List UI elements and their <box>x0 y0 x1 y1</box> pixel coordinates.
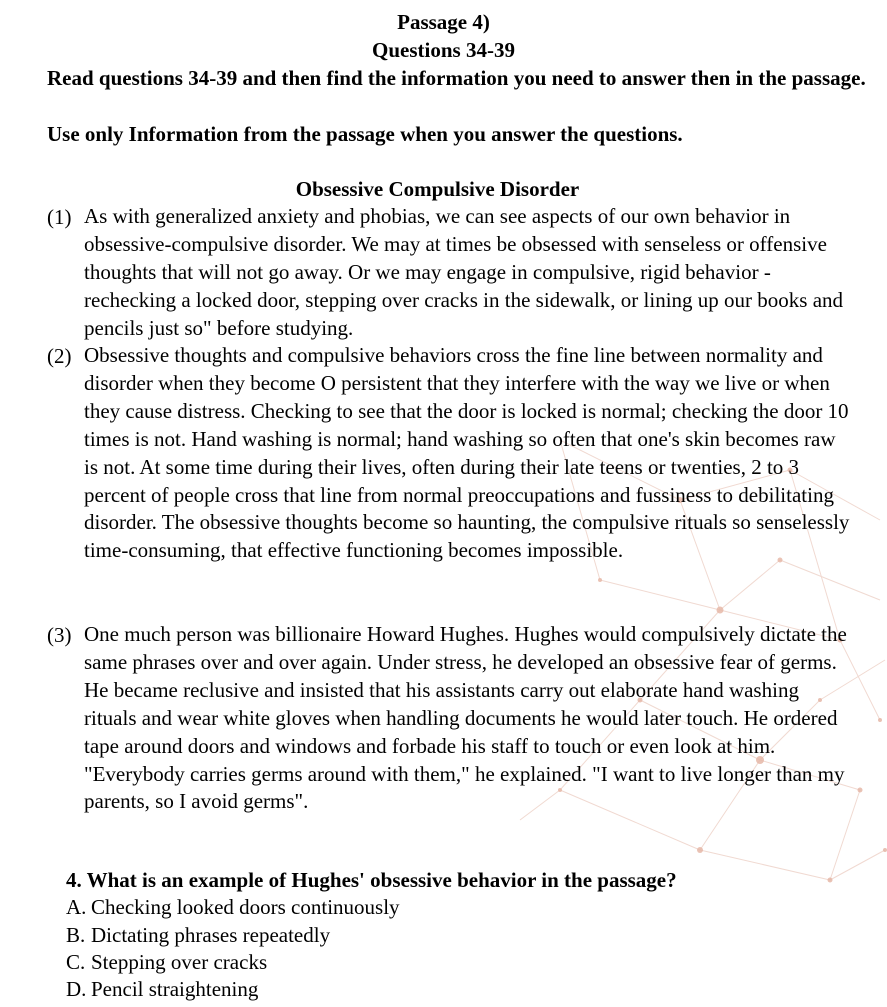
passage-title: Obsessive Compulsive Disorder <box>295 177 580 201</box>
paragraph-number: (1) <box>47 205 72 229</box>
option-letter: C. <box>66 950 86 974</box>
instruction-read-questions: Read questions 34-39 and then find the information you need to answer then in the passage. <box>47 66 866 90</box>
answer-option-a <box>66 893 400 921</box>
paragraph-number: (3) <box>47 623 72 647</box>
option-letter: A. <box>66 895 87 919</box>
answer-option-c <box>66 948 267 976</box>
option-letter: B. <box>66 923 86 947</box>
paragraph-3-text: One much person was billionaire Howard Hughes. Hughes would compulsively dictate the same phrases over and over again. Under stress, he developed an obsessive fear of germs. He became reclusive and insisted that his assistants carry out elaborate hand washing rituals and wear white gloves when handling documents he would later touch. He ordered tape around doors and windows and forbade his staff to touch or even look at him. "Everybody carries germs around with them," he explained. "I want to live longer than my parents, so I avoid germs". <box>84 622 847 814</box>
option-letter: D. <box>66 977 87 1001</box>
passage-label: Passage 4) <box>397 10 490 34</box>
questions-label: Questions 34-39 <box>372 38 515 62</box>
instruction-use-information: Use only Information from the passage when you answer the questions. <box>47 122 683 146</box>
answer-option-b <box>66 921 330 949</box>
question-text: 4. What is an example of Hughes' obsessive behavior in the passage? <box>66 868 677 892</box>
paragraph-number: (2) <box>47 344 72 368</box>
option-text: Dictating phrases repeatedly <box>91 923 331 947</box>
paragraph-2-text: Obsessive thoughts and compulsive behaviors cross the fine line between normality and disorder when they become O persistent that they interfere with the way we live or when they cause distress. Checking to see that the door is locked is normal; checking the door 10 times is not. Hand washing is normal; hand washing so often that one's skin becomes raw is not. At some time during their lives, often during their late teens or twenties, 2 to 3 percent of people cross that line from normal preoccupations and fussiness to debilitating disorder. The obsessive thoughts become so haunting, the compulsive rituals so senselessly time-consuming, that effective functioning becomes impossible. <box>84 343 850 563</box>
answer-option-d <box>66 975 258 1003</box>
option-text: Pencil straightening <box>91 977 259 1001</box>
option-text: Checking looked doors continuously <box>91 895 400 919</box>
option-text: Stepping over cracks <box>91 950 268 974</box>
paragraph-1-text: As with generalized anxiety and phobias, we can see aspects of our own behavior in obsessive-compulsive disorder. We may at times be obsessed with senseless or offensive thoughts that will not go away. Or we may engage in compulsive, rigid behavior - rechecking a locked door, stepping over cracks in the sidewalk, or lining up our books and pencils just so" before studying. <box>84 204 844 340</box>
